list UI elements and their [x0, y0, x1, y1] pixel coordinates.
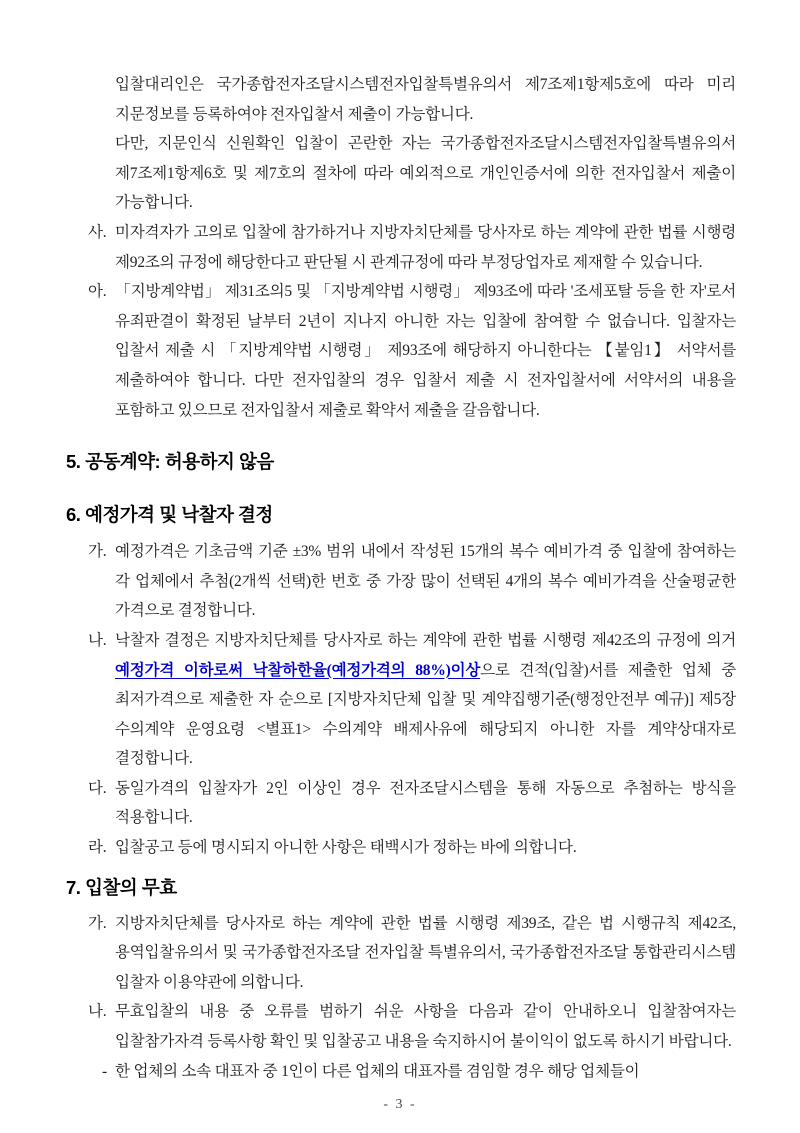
section6-item-na	[66, 626, 736, 774]
list-item-text-pre: 낙찰자 결정은 지방자치단체를 당사자로 하는 계약에 관한 법률 시행령 제42조의 규정에 의거	[115, 631, 736, 649]
section-7-heading: 7. 입찰의 무효	[66, 876, 177, 898]
section7-item-na	[66, 997, 736, 1056]
list-item-text: 미자격자가 고의로 입찰에 참가하거나 지방자치단체를 당사자로 하는 계약에 관한 법률 시행령 제92조의 규정에 해당한다고 판단될 시 관계규정에 따라 부정당업자로 제재할 수 있습니다.	[115, 223, 736, 271]
list-item-label: 가.	[88, 543, 107, 561]
section6-item-da	[66, 774, 736, 833]
list-item-label: 사.	[88, 223, 107, 241]
dash-bullet: -	[102, 1062, 107, 1080]
award-rate-highlight: 예정가격 이하로써 낙찰하한율(예정가격의 88%)이상	[115, 661, 481, 679]
page-number: - 3 -	[383, 1097, 417, 1112]
list-item-label: 가.	[88, 914, 107, 932]
section-5-heading: 5. 공동계약: 허용하지 않음	[66, 451, 274, 473]
document-body	[66, 70, 736, 1086]
list-item-text: 예정가격은 기초금액 기준 ±3% 범위 내에서 작성된 15개의 복수 예비가격 중 입찰에 참여하는 각 업체에서 추첨(2개씩 선택)한 번호 중 가장 많이 선택된 4개의 복수 예비가격을 산술평균한 가격으로 결정합니다.	[115, 543, 736, 620]
list-item-text: 입찰공고 등에 명시되지 아니한 사항은 태백시가 정하는 바에 의합니다.	[115, 839, 577, 857]
list-item-a	[66, 277, 736, 425]
section7-item-ga	[66, 909, 736, 998]
list-item-sa	[66, 218, 736, 277]
list-item-label: 나.	[88, 1003, 107, 1021]
list-item-text-post: 으로 견적(입찰)서를 제출한 업체 중 최저가격으로 제출한 자 순으로 [지방자치단체 입찰 및 계약집행기준(행정안전부 예규)] 제5장 수의계약 운영요령 <별표1> 수의계약 배제사유에 해당되지 아니한 자를 계약상대자로 결정합니다.	[115, 661, 736, 768]
dash-item-text: 한 업체의 소속 대표자 중 1인이 다른 업체의 대표자를 겸임할 경우 해당 업체들이	[115, 1062, 640, 1080]
intro-paragraph-1: 입찰대리인은 국가종합전자조달시스템전자입찰특별유의서 제7조제1항제5호에 따라 미리 지문정보를 등록하여야 전자입찰서 제출이 가능합니다.	[115, 76, 736, 123]
list-item-text: 지방자치단체를 당사자로 하는 계약에 관한 법률 시행령 제39조, 같은 법 시행규칙 제42조, 용역입찰유의서 및 국가종합전자조달 전자입찰 특별유의서, 국가종합전자조달 통합관리시스템 입찰자 이용약관에 의합니다.	[115, 914, 736, 991]
section-6-heading: 6. 예정가격 및 낙찰자 결정	[66, 504, 273, 526]
list-item-label: 라.	[88, 839, 107, 857]
list-item-label: 나.	[88, 631, 107, 649]
section7-sub-dash-item	[66, 1057, 736, 1087]
list-item-label: 아.	[88, 283, 107, 301]
section6-item-ga	[66, 537, 736, 626]
list-item-text: 무효입찰의 내용 중 오류를 범하기 쉬운 사항을 다음과 같이 안내하오니 입찰참여자는 입찰참가자격 등록사항 확인 및 입찰공고 내용을 숙지하시어 불이익이 없도록 하시기 바랍니다.	[115, 1003, 736, 1051]
list-item-text: 「지방계약법」 제31조의5 및 「지방계약법 시행령」 제93조에 따라 '조세포탈 등을 한 자'로서 유죄판결이 확정된 날부터 2년이 지나지 아니한 자는 입찰에 참여할 수 없습니다. 입찰자는 입찰서 제출 시 「지방계약법 시행령」 제93조에 해당하지 아니한다는 【붙임1】 서약서를 제출하여야 합니다. 다만 전자입찰의 경우 입찰서 제출 시 전자입찰서에 서약서의 내용을 포함하고 있으므로 전자입찰서 제출로 확약서 제출을 갈음합니다.	[115, 283, 736, 419]
intro-paragraph-2: 다만, 지문인식 신원확인 입찰이 곤란한 자는 국가종합전자조달시스템전자입찰특별유의서 제7조제1항제6호 및 제7호의 절차에 따라 예외적으로 개인인증서에 의한 전자입찰서 제출이 가능합니다.	[115, 135, 736, 212]
section6-item-ra	[66, 833, 736, 863]
list-item-label: 다.	[88, 779, 107, 797]
list-item-text: 동일가격의 입찰자가 2인 이상인 경우 전자조달시스템을 통해 자동으로 추첨하는 방식을 적용합니다.	[115, 779, 736, 827]
